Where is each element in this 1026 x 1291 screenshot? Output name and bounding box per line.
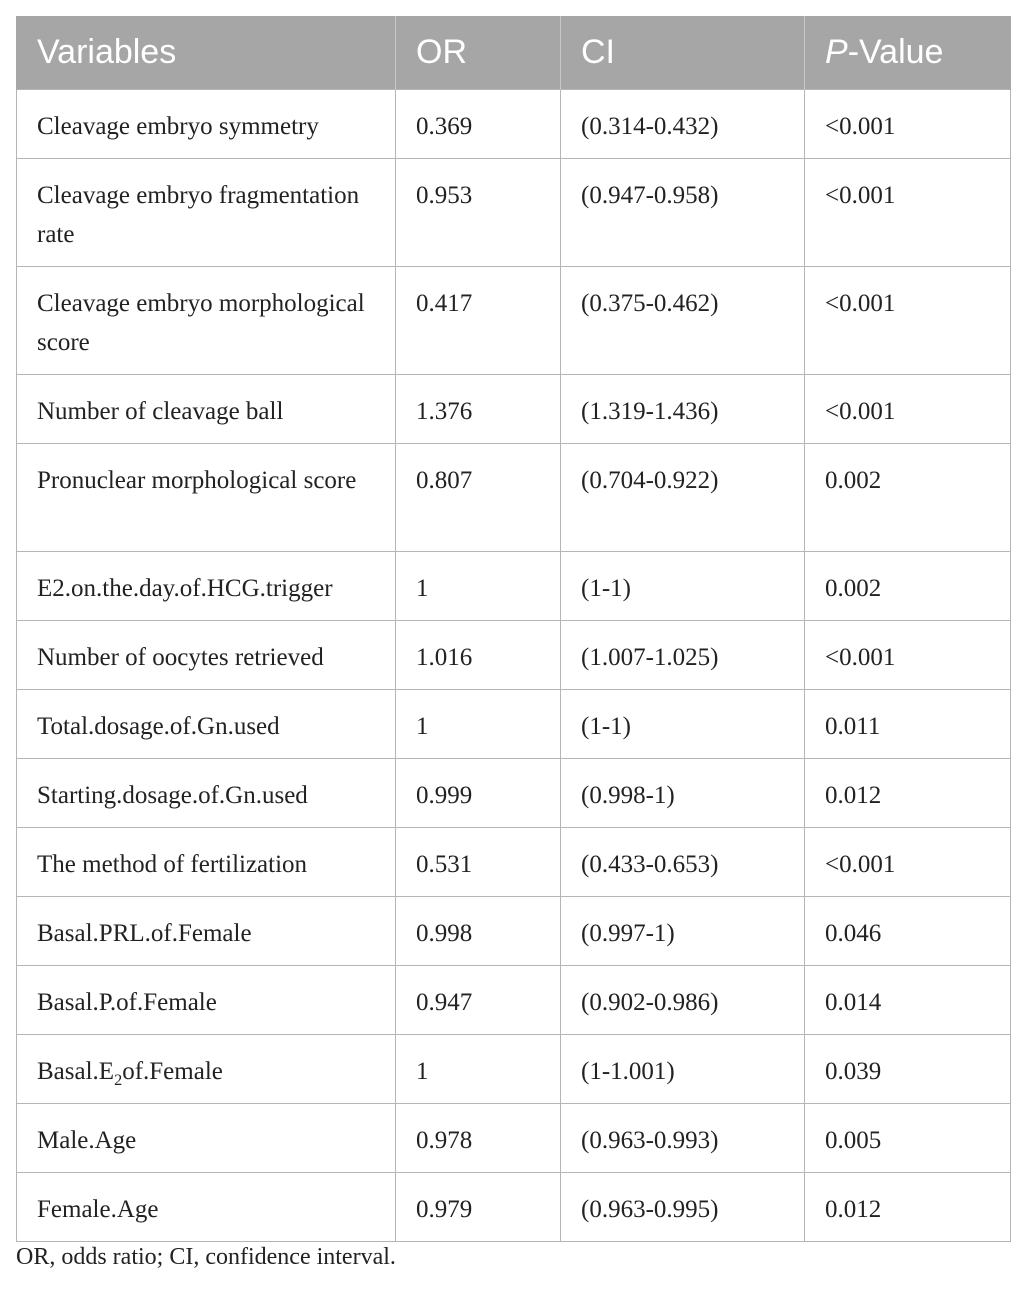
- table-row: [17, 374, 1011, 443]
- cell-ci: (0.998-1): [561, 758, 805, 827]
- cell-or: 1: [396, 551, 561, 620]
- table-row: [17, 551, 1011, 620]
- cell-ci: (0.375-0.462): [561, 266, 805, 374]
- header-p-value: [805, 16, 1011, 89]
- cell-or: 0.998: [396, 896, 561, 965]
- cell-p-value: 0.002: [805, 551, 1011, 620]
- header-variables: Variables: [17, 16, 396, 89]
- table-row: [17, 896, 1011, 965]
- cell-variable-subscript: 2: [114, 1070, 123, 1089]
- cell-p-value: 0.002: [805, 443, 1011, 551]
- cell-or: 0.978: [396, 1103, 561, 1172]
- cell-variable: [17, 1034, 396, 1103]
- cell-or: 1.376: [396, 374, 561, 443]
- table-row: [17, 965, 1011, 1034]
- cell-ci: (0.997-1): [561, 896, 805, 965]
- cell-variable: Cleavage embryo morphological score: [17, 266, 396, 374]
- cell-variable: Number of cleavage ball: [17, 374, 396, 443]
- cell-p-value: 0.014: [805, 965, 1011, 1034]
- odds-ratio-table: [16, 16, 1011, 1242]
- cell-or: 1: [396, 1034, 561, 1103]
- table-row: [17, 758, 1011, 827]
- table-row: [17, 689, 1011, 758]
- cell-or: 0.807: [396, 443, 561, 551]
- cell-or: 0.369: [396, 89, 561, 158]
- cell-or: 0.531: [396, 827, 561, 896]
- cell-p-value: 0.012: [805, 1172, 1011, 1241]
- cell-ci: (0.902-0.986): [561, 965, 805, 1034]
- cell-ci: (1.319-1.436): [561, 374, 805, 443]
- cell-or: 0.979: [396, 1172, 561, 1241]
- cell-ci: (1-1): [561, 689, 805, 758]
- cell-variable: Starting.dosage.of.Gn.used: [17, 758, 396, 827]
- header-or: OR: [396, 16, 561, 89]
- cell-variable: Pronuclear morphological score: [17, 443, 396, 551]
- cell-variable: Cleavage embryo symmetry: [17, 89, 396, 158]
- cell-p-value: <0.001: [805, 89, 1011, 158]
- table-footnote: OR, odds ratio; CI, confidence interval.: [16, 1244, 396, 1270]
- cell-variable: Female.Age: [17, 1172, 396, 1241]
- cell-or: 1: [396, 689, 561, 758]
- cell-variable: Male.Age: [17, 1103, 396, 1172]
- cell-ci: (1-1.001): [561, 1034, 805, 1103]
- cell-or: 0.953: [396, 158, 561, 266]
- table-row: [17, 158, 1011, 266]
- cell-ci: (0.963-0.993): [561, 1103, 805, 1172]
- table-row: [17, 827, 1011, 896]
- table-row: [17, 1034, 1011, 1103]
- cell-variable: Number of oocytes retrieved: [17, 620, 396, 689]
- table-row: [17, 1103, 1011, 1172]
- header-ci: CI: [561, 16, 805, 89]
- cell-variable: The method of fertilization: [17, 827, 396, 896]
- results-table-container: [16, 16, 1010, 1242]
- cell-ci: (1.007-1.025): [561, 620, 805, 689]
- cell-ci: (1-1): [561, 551, 805, 620]
- cell-p-value: 0.039: [805, 1034, 1011, 1103]
- cell-or: 0.999: [396, 758, 561, 827]
- cell-p-value: 0.046: [805, 896, 1011, 965]
- table-header-row: [17, 16, 1011, 89]
- cell-variable: Total.dosage.of.Gn.used: [17, 689, 396, 758]
- cell-variable: Cleavage embryo fragmentation rate: [17, 158, 396, 266]
- cell-variable-suffix: of.Female: [122, 1057, 223, 1085]
- cell-p-value: <0.001: [805, 620, 1011, 689]
- cell-p-value: <0.001: [805, 374, 1011, 443]
- table-row: [17, 1172, 1011, 1241]
- cell-variable-prefix: Basal.E: [37, 1057, 115, 1085]
- cell-variable: E2.on.the.day.of.HCG.trigger: [17, 551, 396, 620]
- cell-p-value: <0.001: [805, 827, 1011, 896]
- cell-or: 0.947: [396, 965, 561, 1034]
- cell-ci: (0.314-0.432): [561, 89, 805, 158]
- cell-variable: Basal.P.of.Female: [17, 965, 396, 1034]
- cell-p-value: <0.001: [805, 158, 1011, 266]
- cell-p-value: 0.011: [805, 689, 1011, 758]
- cell-p-value: <0.001: [805, 266, 1011, 374]
- table-row: [17, 266, 1011, 374]
- cell-or: 1.016: [396, 620, 561, 689]
- table-row: [17, 89, 1011, 158]
- table-row: [17, 443, 1011, 551]
- header-p-prefix: P: [825, 32, 848, 71]
- cell-ci: (0.433-0.653): [561, 827, 805, 896]
- cell-p-value: 0.005: [805, 1103, 1011, 1172]
- cell-ci: (0.963-0.995): [561, 1172, 805, 1241]
- table-row: [17, 620, 1011, 689]
- cell-ci: (0.947-0.958): [561, 158, 805, 266]
- cell-ci: (0.704-0.922): [561, 443, 805, 551]
- cell-or: 0.417: [396, 266, 561, 374]
- cell-p-value: 0.012: [805, 758, 1011, 827]
- cell-variable: Basal.PRL.of.Female: [17, 896, 396, 965]
- header-p-suffix: -Value: [847, 32, 944, 71]
